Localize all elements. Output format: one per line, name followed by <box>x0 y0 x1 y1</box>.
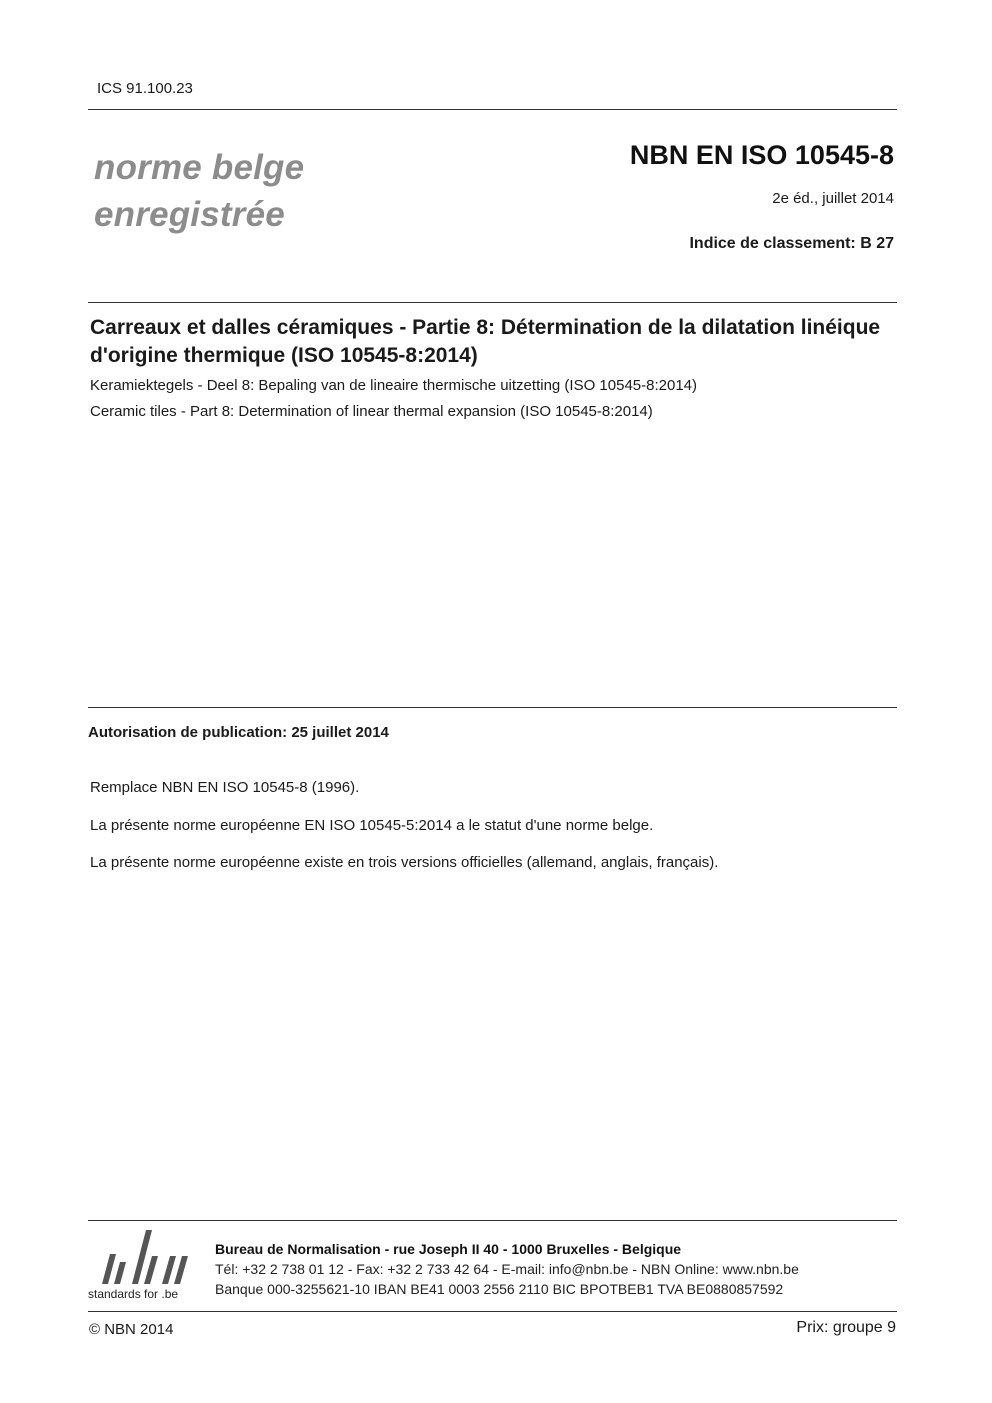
publication-authorisation: Autorisation de publication: 25 juillet 2014 <box>88 724 389 741</box>
footer-contact: Tél: +32 2 738 01 12 - Fax: +32 2 733 42 64 - E-mail: info@nbn.be - NBN Online: www.nbn.be <box>215 1261 799 1277</box>
brand-title <box>94 144 304 238</box>
title-divider <box>88 302 897 303</box>
document-number: NBN EN ISO 10545-8 <box>629 140 894 170</box>
brand-line-1: norme belge <box>94 148 305 187</box>
footer-bank-details: Banque 000-3255621-10 IBAN BE41 0003 2556 2110 BIC BPOTBEB1 TVA BE0880857592 <box>215 1281 784 1297</box>
classification-index: Indice de classement: B 27 <box>689 235 894 252</box>
title-french: Carreaux et dalles céramiques - Partie 8: Détermination de la dilatation linéique d'origine thermique (ISO 10545-8:2014) <box>90 316 881 367</box>
copyright-divider <box>88 1311 897 1312</box>
footer-address: Bureau de Normalisation - rue Joseph II 40 - 1000 Bruxelles - Belgique <box>215 1241 682 1257</box>
footer-divider <box>88 1220 897 1221</box>
body-divider <box>88 707 897 708</box>
ics-code: ICS 91.100.23 <box>97 80 193 97</box>
replaces-note: Remplace NBN EN ISO 10545-8 (1996). <box>90 779 360 796</box>
brand-line-2: enregistrée <box>94 195 285 234</box>
header-divider <box>88 109 897 110</box>
copyright: © NBN 2014 <box>89 1321 174 1338</box>
status-note: La présente norme européenne EN ISO 10545-5:2014 a le statut d'une norme belge. <box>90 817 654 834</box>
versions-note: La présente norme européenne existe en trois versions officielles (allemand, anglais, français). <box>90 854 719 871</box>
logo-caption: standards for .be <box>88 1287 179 1301</box>
title-dutch: Keramiektegels - Deel 8: Bepaling van de lineaire thermische uitzetting (ISO 10545-8:2014) <box>90 377 698 394</box>
title-english: Ceramic tiles - Part 8: Determination of linear thermal expansion (ISO 10545-8:2014) <box>90 403 653 420</box>
edition-date: 2e éd., juillet 2014 <box>772 190 894 207</box>
price-group: Prix: groupe 9 <box>796 1319 896 1336</box>
